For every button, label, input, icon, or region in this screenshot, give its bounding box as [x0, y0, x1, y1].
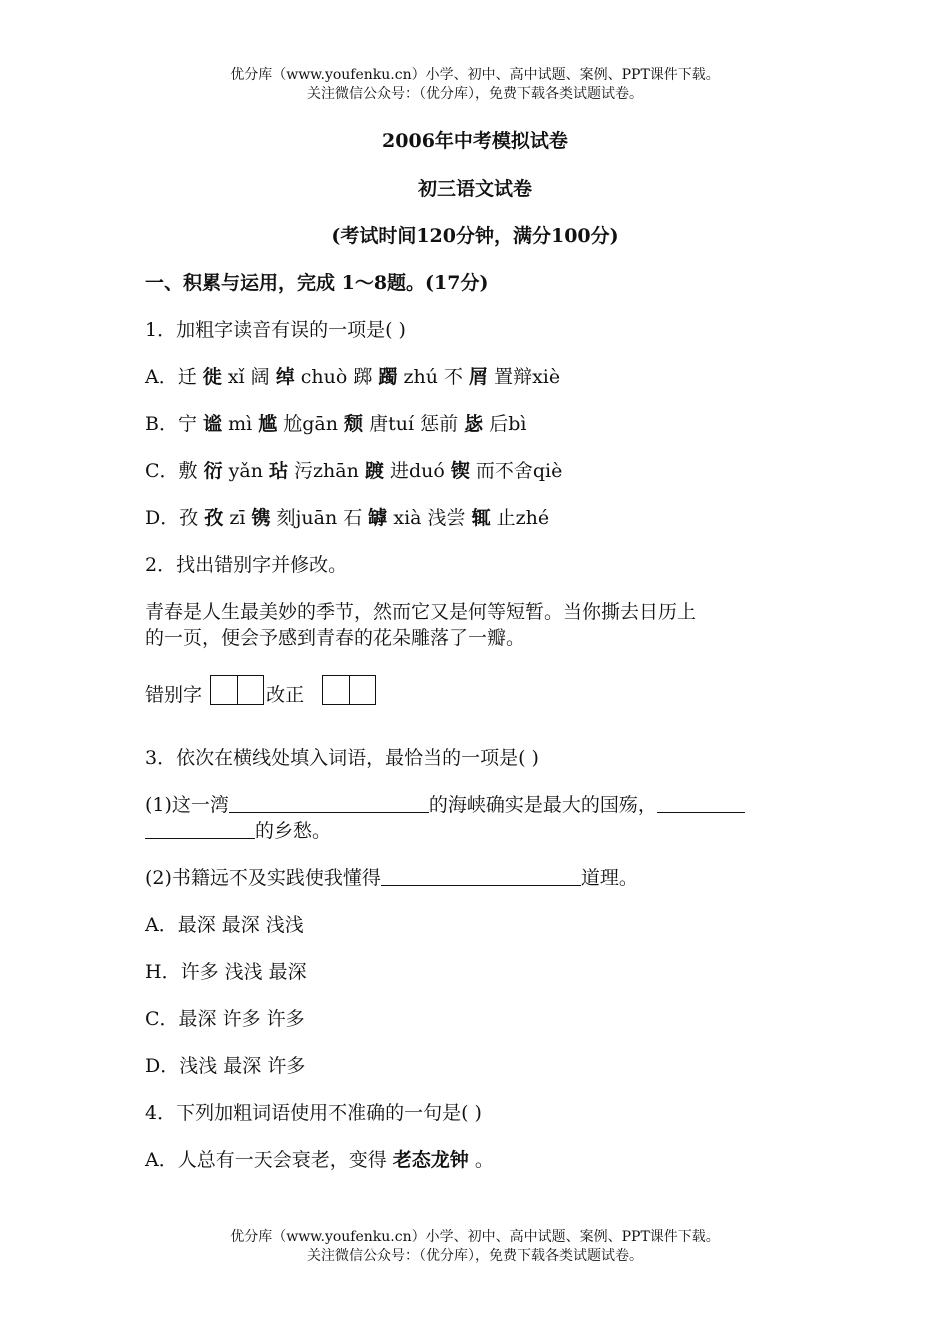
- q1-b-text: mì: [222, 413, 259, 435]
- q3-blank-2[interactable]: [657, 794, 745, 813]
- q1-option-d: [145, 503, 549, 530]
- q3-option-c: C．最深 许多 许多: [145, 1008, 305, 1030]
- q3-sentence-1-line-1: [145, 790, 745, 817]
- header-line-1: 优分库（www.youfenku.cn）小学、初中、高中试题、案例、PPT课件下载。: [230, 67, 720, 83]
- q3-option-d: D．浅浅 最深 许多: [145, 1055, 306, 1077]
- q1-a-text: 置辩xiè: [488, 366, 561, 388]
- q3-s1-text: 的海峡确实是最大的国殇，: [428, 794, 657, 816]
- q1-c-text: yǎn: [222, 460, 269, 482]
- q4-a-bold: 老态龙钟: [392, 1149, 469, 1171]
- q3-stem: 3．依次在横线处填入词语，最恰当的一项是( ): [145, 747, 539, 769]
- section-heading: 一、积累与运用，完成 1～8题。(17分): [145, 272, 489, 294]
- q1-a-bold: 屑: [469, 366, 489, 388]
- subject-title: 初三语文试卷: [417, 178, 532, 200]
- q1-stem: 1．加粗字读音有误的一项是( ): [145, 319, 406, 341]
- q1-a-text: chuò 踯: [294, 366, 379, 388]
- q4-a-text: 。: [468, 1149, 494, 1171]
- q1-d-text: 刻juān 石: [270, 507, 369, 529]
- q1-d-text: xià 浅尝: [387, 507, 472, 529]
- q1-c-text: 而不舍qiè: [469, 460, 563, 482]
- exam-title: 2006年中考模拟试卷: [382, 130, 568, 152]
- q1-option-a: [145, 362, 560, 389]
- q1-b-text: B．宁: [145, 413, 204, 435]
- footer-line-1: 优分库（www.youfenku.cn）小学、初中、高中试题、案例、PPT课件下载。: [230, 1229, 720, 1245]
- q1-a-bold: 躅: [378, 366, 398, 388]
- q1-c-text: 进duó: [383, 460, 451, 482]
- q1-option-c: [145, 456, 562, 483]
- q2-passage-line-2: 的一页，便会予感到青春的花朵雕落了一瓣。: [145, 627, 526, 649]
- header-line-2: 关注微信公众号：（优分库），免费下载各类试题试卷。: [307, 86, 643, 102]
- q1-a-text: zhú 不: [397, 366, 470, 388]
- exam-info: (考试时间120分钟，满分100分): [331, 225, 619, 247]
- q1-d-bold: 辄: [471, 507, 491, 529]
- q3-s2-text: (2)书籍远不及实践使我懂得: [145, 867, 381, 889]
- q1-b-bold: 尴: [258, 413, 278, 435]
- q3-s2-text: 道理。: [580, 867, 638, 889]
- q1-d-text: 止zhé: [490, 507, 550, 529]
- q1-c-text: C．敷: [145, 460, 204, 482]
- wrong-char-box[interactable]: [210, 675, 264, 705]
- q1-b-bold: 毖: [464, 413, 484, 435]
- q1-d-bold: 镌: [251, 507, 271, 529]
- wrong-char-label: 错别字: [145, 684, 203, 706]
- q1-c-bold: 锲: [450, 460, 470, 482]
- q1-a-bold: 徙: [202, 366, 222, 388]
- q4-a-text: A．人总有一天会衰老，变得: [145, 1149, 393, 1171]
- q3-s1-text: (1)这一湾: [145, 794, 229, 816]
- q4-stem: 4．下列加粗词语使用不准确的一句是( ): [145, 1102, 482, 1124]
- q2-stem: 2．找出错别字并修改。: [145, 554, 348, 576]
- q1-c-text: 污zhān: [288, 460, 365, 482]
- q1-d-text: D．孜: [145, 507, 205, 529]
- q1-b-bold: 谧: [203, 413, 223, 435]
- q3-option-h: H．许多 浅浅 最深: [145, 961, 307, 983]
- q3-sentence-2: [145, 863, 638, 890]
- q3-option-a: A．最深 最深 浅浅: [145, 914, 304, 936]
- q1-c-bold: 踱: [364, 460, 384, 482]
- q1-a-bold: 绰: [275, 366, 295, 388]
- page-footer: [0, 1228, 950, 1266]
- q1-b-text: 尬gān: [277, 413, 345, 435]
- q1-a-text: xǐ 阔: [221, 366, 276, 388]
- q1-c-bold: 衍: [203, 460, 223, 482]
- q1-d-text: zī: [223, 507, 252, 529]
- q1-c-bold: 玷: [268, 460, 288, 482]
- fix-char-box[interactable]: [322, 675, 376, 705]
- fix-label: 改正: [266, 684, 305, 706]
- q2-answer-row: [145, 675, 378, 707]
- q2-passage-line-1: 青春是人生最美妙的季节，然而它又是何等短暂。当你撕去日历上: [145, 601, 697, 623]
- q3-blank-1[interactable]: [229, 794, 429, 813]
- q3-sentence-1-line-2: [145, 816, 331, 843]
- q1-b-text: 唐tuí 惩前: [363, 413, 465, 435]
- q1-a-text: A．迁: [145, 366, 203, 388]
- q3-blank-3[interactable]: [381, 867, 581, 886]
- page-header: [0, 66, 950, 104]
- q4-option-a: [145, 1145, 494, 1172]
- q1-option-b: [145, 409, 526, 436]
- q1-d-bold: 孜: [204, 507, 224, 529]
- q3-blank-2-cont[interactable]: [145, 820, 255, 839]
- q1-d-bold: 罅: [368, 507, 388, 529]
- q3-s1-text: 的乡愁。: [255, 820, 332, 842]
- footer-line-2: 关注微信公众号：（优分库），免费下载各类试题试卷。: [307, 1248, 643, 1264]
- q1-b-bold: 颓: [344, 413, 364, 435]
- q1-b-text: 后bì: [483, 413, 527, 435]
